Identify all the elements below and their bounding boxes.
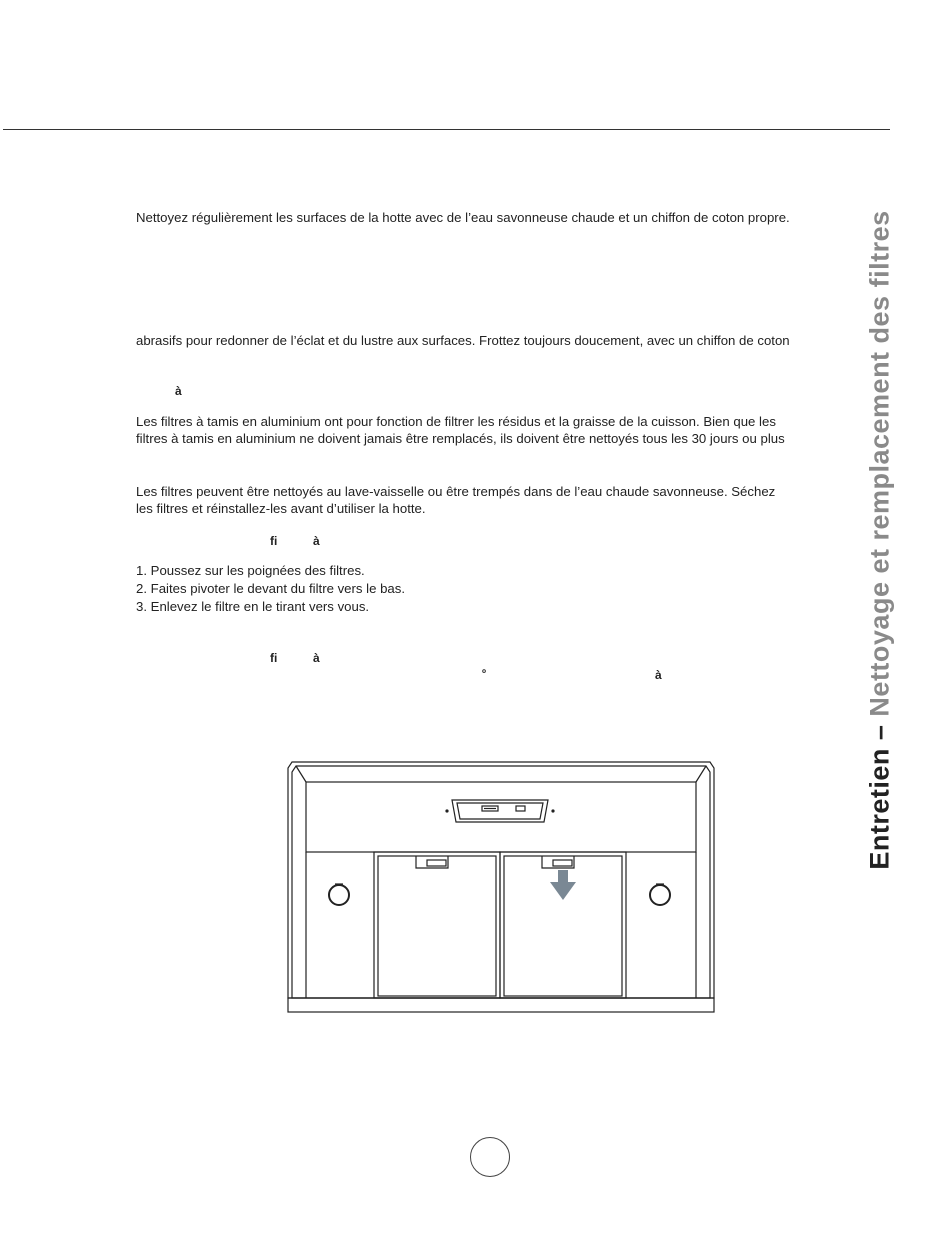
fragment-fi-2: ﬁ <box>270 651 278 665</box>
header-rule <box>3 129 890 130</box>
page-number-circle <box>470 1137 510 1177</box>
down-arrow-icon <box>550 870 576 900</box>
fragment-a-4: à <box>655 668 662 682</box>
fragment-fi-1: ﬁ <box>270 534 278 548</box>
side-title-part2: Nettoyage et remplacement des filtres <box>864 210 895 717</box>
side-title-part1: Entretien – <box>864 716 895 870</box>
paragraph-washing-line2: les filtres et réinstallez-les avant d’utiliser la hotte. <box>136 501 426 516</box>
side-section-title <box>865 210 896 869</box>
range-hood-filter-diagram <box>286 760 716 1016</box>
list-item: 2. Faites pivoter le devant du filtre vers le bas. <box>136 581 406 596</box>
removal-steps-list <box>136 562 405 616</box>
fragment-degree: º <box>482 668 487 680</box>
list-item: 3. Enlevez le filtre en le tirant vers vous. <box>136 599 370 614</box>
paragraph-washing-line1: Les filtres peuvent être nettoyés au lave-vaisselle ou être trempés dans de l’eau chaude savonneuse. Séchez <box>136 484 776 499</box>
fragment-a-2: à <box>313 534 320 548</box>
paragraph-abrasifs: abrasifs pour redonner de l’éclat et du lustre aux surfaces. Frottez toujours doucement, avec un chiffon de coton <box>136 333 790 348</box>
fragment-a-1: à <box>175 384 182 398</box>
fragment-a-3: à <box>313 651 320 665</box>
list-item: 1. Poussez sur les poignées des filtres. <box>136 563 365 578</box>
paragraph-cleaning: Nettoyez régulièrement les surfaces de la hotte avec de l’eau savonneuse chaude et un chiffon de coton propre. <box>136 210 790 225</box>
paragraph-filters-line2: filtres à tamis en aluminium ne doivent jamais être remplacés, ils doivent être nettoyés tous les 30 jours ou plus <box>136 431 785 446</box>
paragraph-filters-line1: Les filtres à tamis en aluminium ont pour fonction de filtrer les résidus et la graisse de la cuisson. Bien que les <box>136 414 776 429</box>
